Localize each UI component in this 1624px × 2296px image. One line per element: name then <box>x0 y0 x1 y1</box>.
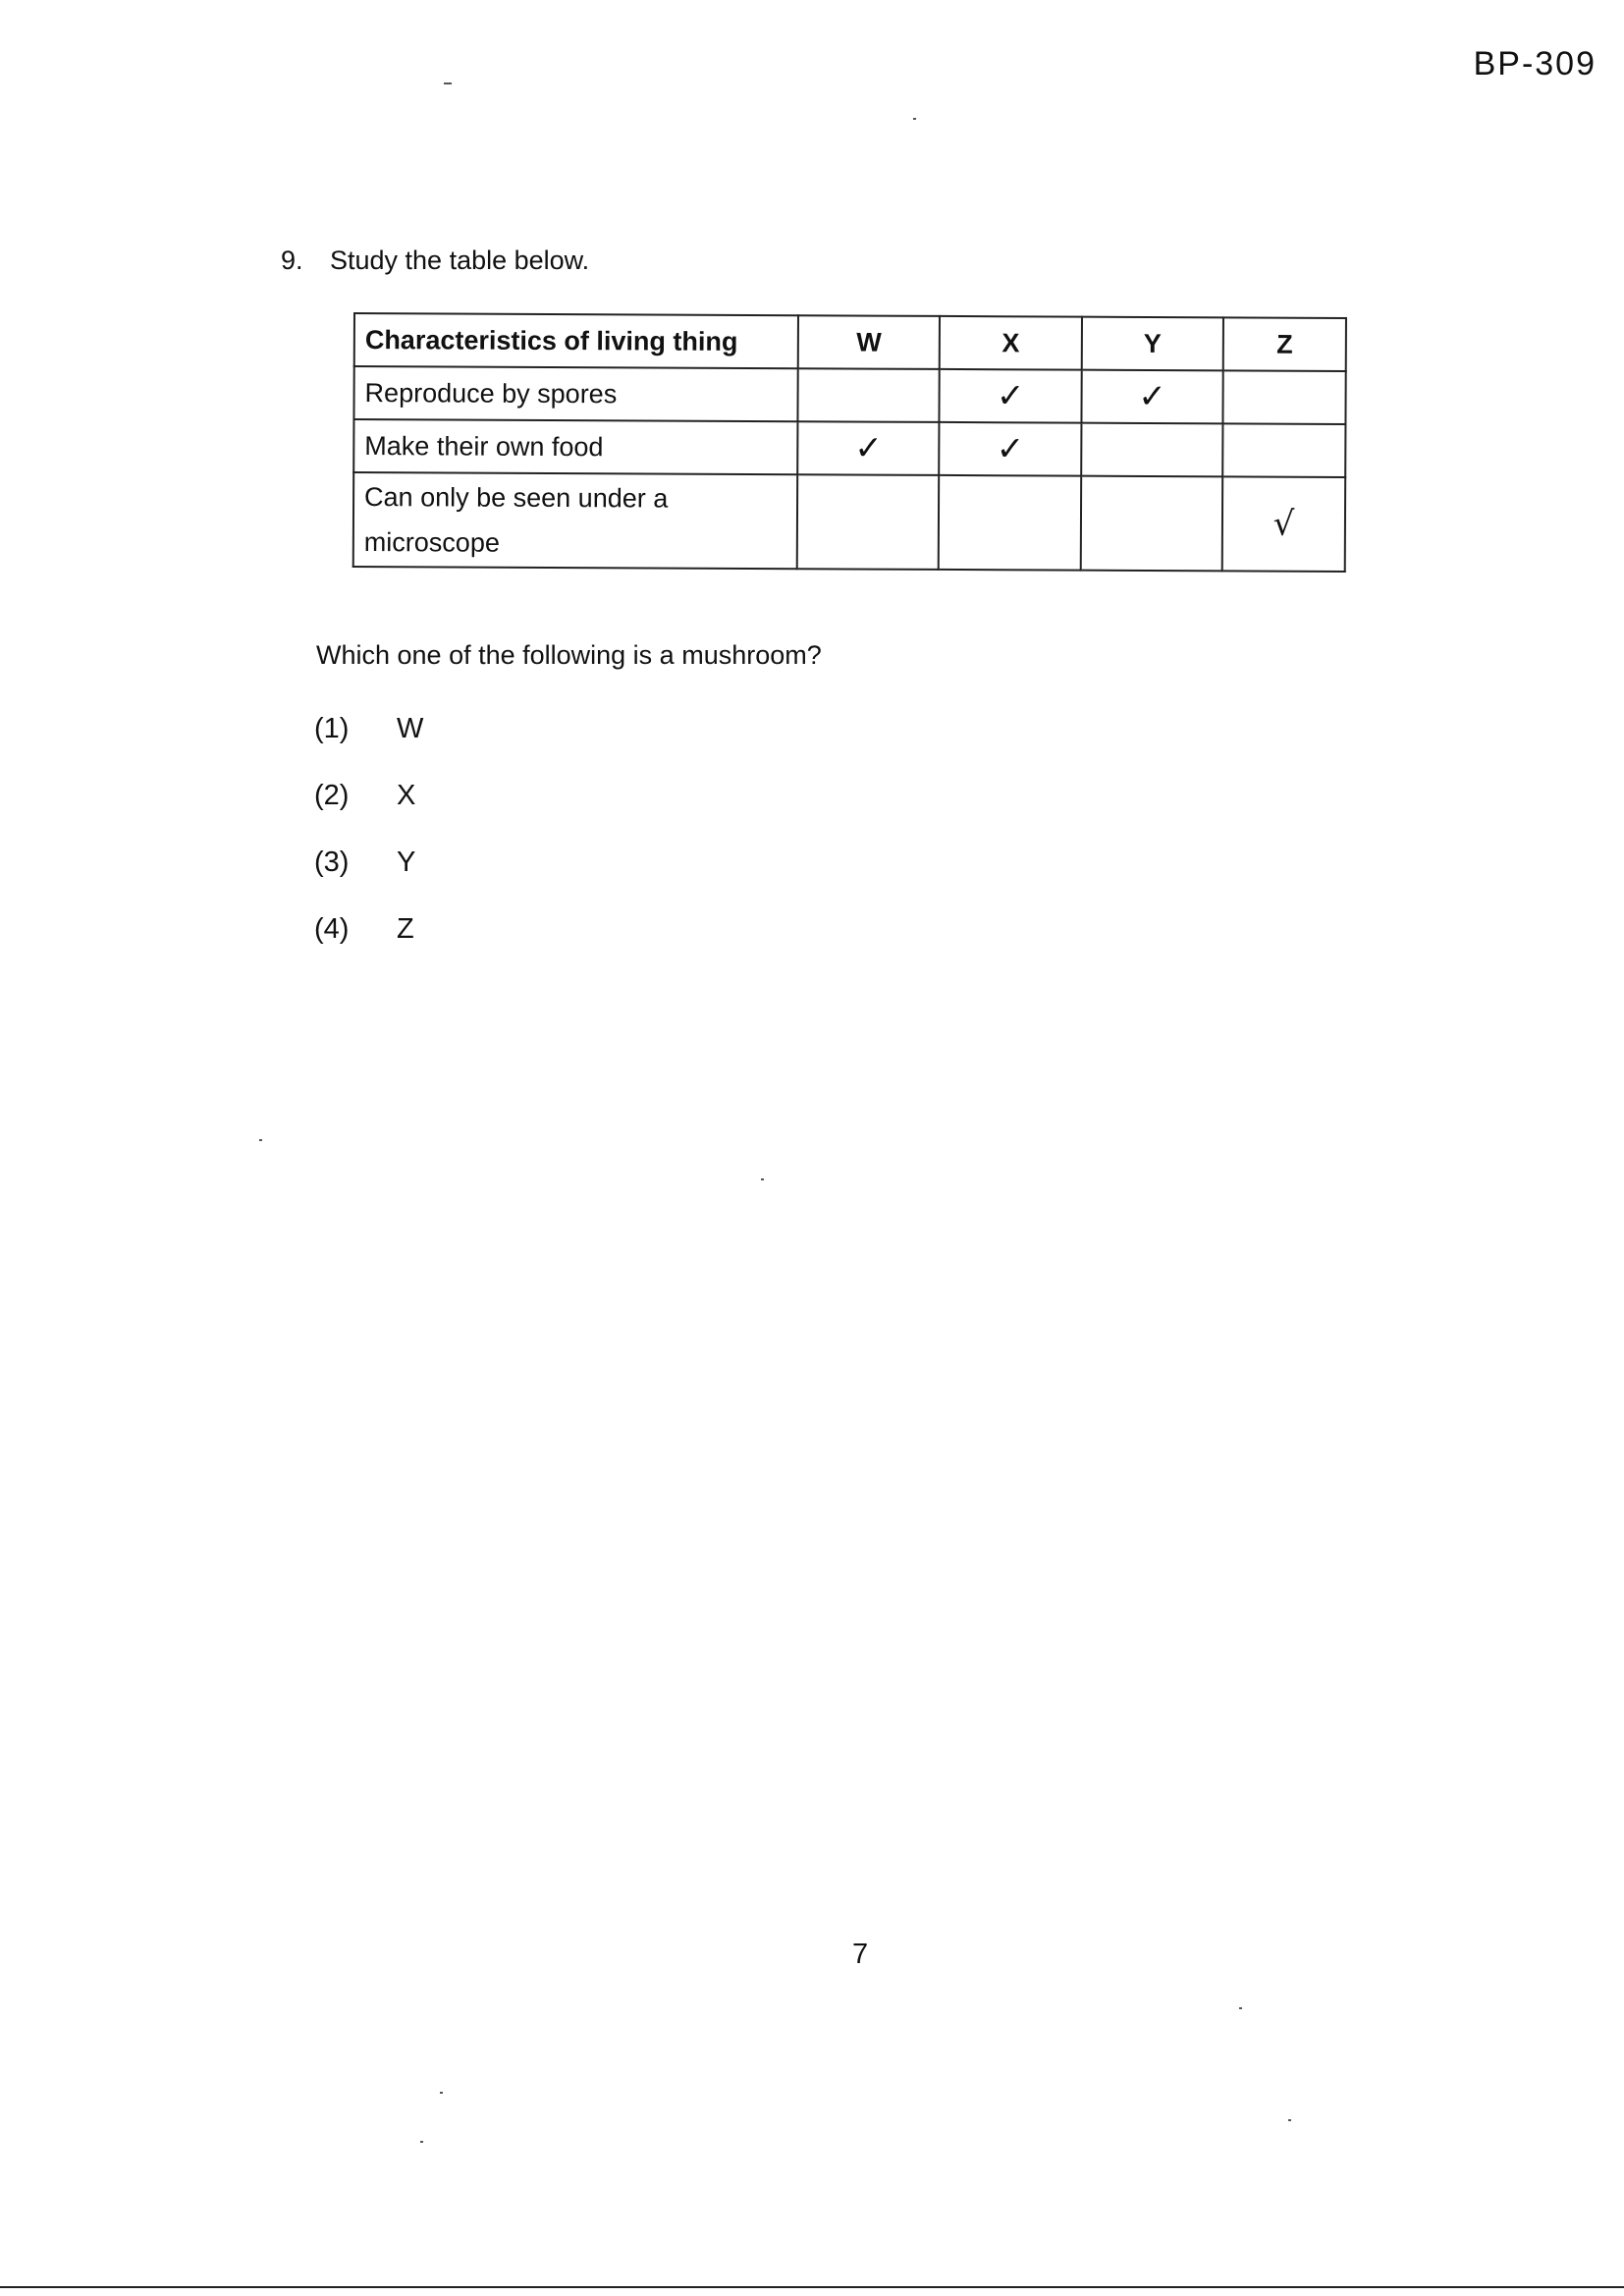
cell-w <box>797 368 940 422</box>
option-number: (4) <box>314 912 350 945</box>
table-header-x: X <box>940 316 1082 370</box>
row-label: Can only be seen under a microscope <box>353 472 797 569</box>
table-header-y: Y <box>1081 317 1223 371</box>
bottom-rule <box>0 2286 1624 2288</box>
cell-y <box>1080 476 1222 572</box>
scan-speck <box>444 82 452 84</box>
cell-y <box>1081 423 1223 477</box>
table-header-row <box>354 313 1346 371</box>
scan-speck <box>440 2092 443 2094</box>
tick-mark: ✓ <box>854 428 883 468</box>
scan-speck <box>761 1178 764 1180</box>
option-number: (3) <box>314 846 350 878</box>
option-text: X <box>397 779 416 811</box>
scan-speck <box>420 2141 423 2143</box>
scan-speck <box>913 118 916 120</box>
cell-z <box>1222 476 1345 572</box>
table-header-w: W <box>798 315 941 369</box>
answer-option[interactable] <box>314 762 423 829</box>
option-number: (1) <box>314 712 350 744</box>
scan-speck <box>1288 2119 1291 2121</box>
cell-x <box>940 369 1082 423</box>
row-label: Reproduce by spores <box>353 366 797 421</box>
tick-mark: ✓ <box>996 429 1025 469</box>
answer-option[interactable] <box>314 695 423 762</box>
cell-y <box>1081 370 1223 424</box>
table-header-z: Z <box>1223 317 1346 371</box>
cell-x <box>940 422 1082 476</box>
paper-code: BP-309 <box>1473 45 1597 82</box>
option-number: (2) <box>314 779 350 811</box>
answer-option[interactable] <box>314 829 423 896</box>
table-row <box>353 472 1345 572</box>
cell-w <box>797 474 940 570</box>
option-text: W <box>397 712 424 744</box>
page-number: 7 <box>852 1939 869 1970</box>
question-number: 9. <box>281 246 303 275</box>
answer-options <box>314 695 423 962</box>
option-text: Z <box>397 912 414 945</box>
tick-mark: ✓ <box>996 376 1025 416</box>
cell-w <box>797 421 940 475</box>
cell-z <box>1222 423 1345 477</box>
question-prompt: Which one of the following is a mushroom? <box>316 640 822 670</box>
table-row <box>353 366 1345 424</box>
tick-mark: √ <box>1272 504 1295 544</box>
answer-option[interactable] <box>314 896 423 962</box>
cell-z <box>1223 370 1346 424</box>
question-intro <box>281 246 589 276</box>
row-label: Make their own food <box>353 419 797 474</box>
characteristics-table <box>352 312 1347 573</box>
scan-speck <box>1239 2007 1242 2009</box>
tick-mark: ✓ <box>1138 376 1166 417</box>
table-row <box>353 419 1345 477</box>
table-header-characteristics: Characteristics of living thing <box>354 313 798 368</box>
scan-speck <box>259 1139 262 1141</box>
option-text: Y <box>397 846 416 878</box>
question-intro-text: Study the table below. <box>330 246 590 275</box>
cell-x <box>939 475 1081 571</box>
